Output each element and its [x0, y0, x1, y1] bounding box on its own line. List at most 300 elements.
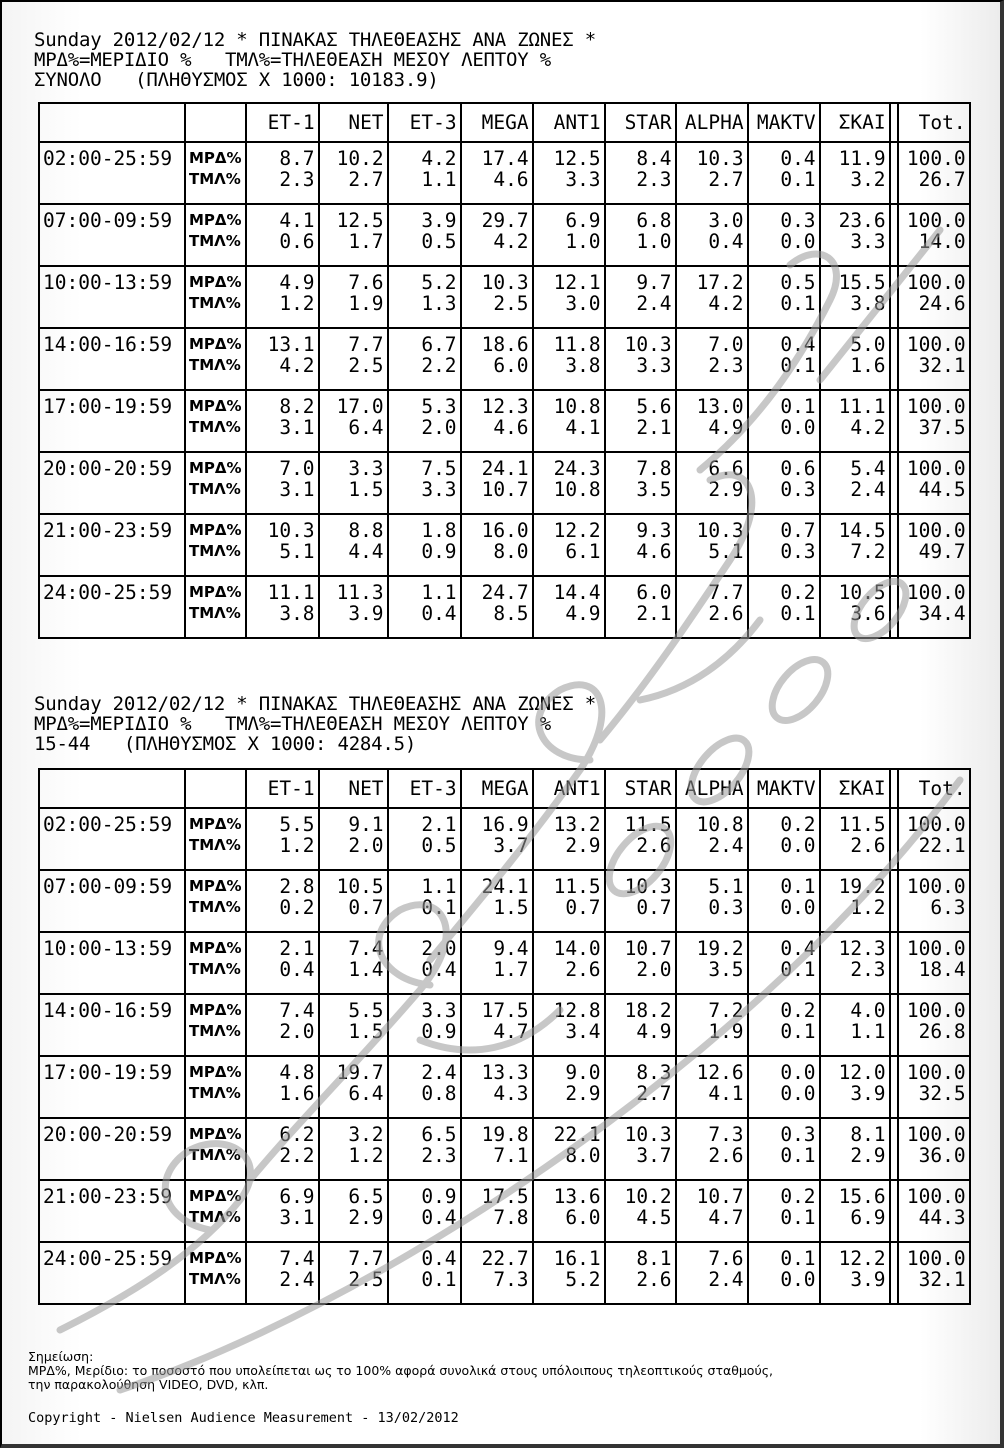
cell-tot [898, 452, 970, 514]
share-value: 0.1 [780, 395, 816, 418]
rating-value: 10.8 [553, 478, 601, 501]
column-gap [890, 932, 898, 994]
cell-skai [820, 266, 890, 328]
rating-value: 3.1 [279, 1206, 315, 1229]
metric-labels [185, 514, 246, 576]
rating-value: 0.3 [708, 896, 744, 919]
header-line-population: ΣΥΝΟΛΟ (ΠΛΗΘΥΣΜΟΣ Χ 1000: 10183.9) [34, 69, 439, 91]
cell-star [605, 870, 676, 932]
cell-skai [820, 204, 890, 266]
metric-label-rating: ΤΜΛ% [189, 604, 241, 622]
rating-value: 0.4 [421, 1206, 457, 1229]
share-value: 8.8 [348, 519, 384, 542]
rating-value: 0.1 [780, 292, 816, 315]
share-value: 11.3 [336, 581, 384, 604]
cell-tot [898, 328, 970, 390]
cell-maktv [748, 514, 820, 576]
cell-tot [898, 932, 970, 994]
column-header-et1: ET-1 [246, 103, 319, 142]
cell-tot [898, 870, 970, 932]
rating-value: 4.6 [493, 168, 529, 191]
cell-net [319, 1056, 388, 1118]
time-period: 17:00-19:59 [39, 1056, 185, 1118]
share-value: 2.1 [279, 937, 315, 960]
share-value: 3.3 [348, 457, 384, 480]
rating-value: 44.3 [918, 1206, 966, 1229]
rating-value: 3.3 [565, 168, 601, 191]
cell-maktv [748, 1056, 820, 1118]
rating-value: 24.6 [918, 292, 966, 315]
rating-value: 3.8 [850, 292, 886, 315]
cell-alpha [676, 1118, 748, 1180]
share-value: 10.5 [336, 875, 384, 898]
share-value: 5.6 [636, 395, 672, 418]
share-value: 5.5 [279, 813, 315, 836]
share-value: 4.1 [279, 209, 315, 232]
cell-star [605, 1242, 676, 1304]
share-value: 100.0 [906, 1123, 966, 1146]
rating-value: 1.1 [850, 1020, 886, 1043]
cell-star [605, 266, 676, 328]
share-value: 7.0 [708, 333, 744, 356]
share-value: 100.0 [906, 1061, 966, 1084]
share-value: 1.8 [421, 519, 457, 542]
column-gap [890, 1056, 898, 1118]
column-gap [890, 266, 898, 328]
cell-mega [461, 994, 533, 1056]
cell-alpha [676, 576, 748, 638]
rating-value: 2.2 [421, 354, 457, 377]
share-value: 3.2 [348, 1123, 384, 1146]
table-row [39, 994, 970, 1056]
rating-value: 4.7 [493, 1020, 529, 1043]
metric-labels [185, 328, 246, 390]
share-value: 24.1 [481, 457, 529, 480]
column-gap [890, 204, 898, 266]
share-value: 1.1 [421, 581, 457, 604]
rating-value: 6.4 [348, 416, 384, 439]
share-value: 18.2 [624, 999, 672, 1022]
rating-value: 2.4 [636, 292, 672, 315]
cell-et1 [246, 870, 319, 932]
metric-labels [185, 576, 246, 638]
cell-mega [461, 1180, 533, 1242]
share-value: 10.3 [624, 1123, 672, 1146]
rating-value: 4.1 [565, 416, 601, 439]
share-value: 100.0 [906, 581, 966, 604]
share-value: 6.6 [708, 457, 744, 480]
header-line-legend: ΜΡΔ%=ΜΕΡΙΔΙΟ % ΤΜΛ%=ΤΗΛΕΘΕΑΣΗ ΜΕΣΟΥ ΛΕΠΤΟΥ % [34, 49, 551, 71]
share-value: 11.1 [838, 395, 886, 418]
share-value: 12.8 [553, 999, 601, 1022]
header-cell-period [39, 103, 185, 142]
cell-et1 [246, 142, 319, 204]
metric-label-rating: ΤΜΛ% [189, 898, 241, 916]
cell-tot [898, 514, 970, 576]
table-row [39, 1180, 970, 1242]
share-value: 13.3 [481, 1061, 529, 1084]
rating-value: 0.4 [421, 602, 457, 625]
time-period: 07:00-09:59 [39, 204, 185, 266]
share-value: 7.3 [708, 1123, 744, 1146]
rating-value: 2.3 [708, 354, 744, 377]
cell-skai [820, 1180, 890, 1242]
share-value: 19.7 [336, 1061, 384, 1084]
metric-label-share: ΜΡΔ% [189, 939, 242, 957]
cell-maktv [748, 328, 820, 390]
share-value: 12.2 [553, 519, 601, 542]
table-row [39, 808, 970, 870]
metric-label-rating: ΤΜΛ% [189, 294, 241, 312]
share-value: 8.1 [850, 1123, 886, 1146]
metric-label-share: ΜΡΔ% [189, 211, 242, 229]
cell-mega [461, 1242, 533, 1304]
header-line-population: 15-44 (ΠΛΗΘΥΣΜΟΣ Χ 1000: 4284.5) [34, 733, 417, 755]
column-gap [890, 103, 898, 142]
metric-label-rating: ΤΜΛ% [189, 480, 241, 498]
cell-et3 [388, 1180, 461, 1242]
cell-mega [461, 390, 533, 452]
metric-label-rating: ΤΜΛ% [189, 836, 241, 854]
rating-value: 2.0 [279, 1020, 315, 1043]
rating-value: 8.5 [493, 602, 529, 625]
column-header-skai: ΣΚΑΙ [820, 769, 890, 808]
header-line-date: Sunday 2012/02/12 * ΠΙΝΑΚΑΣ ΤΗΛΕΘΕΑΣΗΣ ΑΝΑ ΖΩΝΕΣ * [34, 693, 596, 715]
column-header-mega: MEGA [461, 769, 533, 808]
share-value: 8.1 [636, 1247, 672, 1270]
metric-label-share: ΜΡΔ% [189, 1187, 242, 1205]
table-header-row [39, 103, 970, 142]
rating-value: 22.1 [918, 834, 966, 857]
rating-value: 1.2 [279, 834, 315, 857]
cell-skai [820, 142, 890, 204]
rating-value: 1.3 [421, 292, 457, 315]
share-value: 10.2 [336, 147, 384, 170]
column-header-maktv: MAKTV [748, 103, 820, 142]
rating-value: 3.6 [850, 602, 886, 625]
cell-maktv [748, 932, 820, 994]
rating-value: 3.0 [565, 292, 601, 315]
share-value: 0.6 [780, 457, 816, 480]
rating-value: 1.1 [421, 168, 457, 191]
share-value: 18.6 [481, 333, 529, 356]
share-value: 9.3 [636, 519, 672, 542]
share-value: 6.9 [279, 1185, 315, 1208]
cell-net [319, 452, 388, 514]
share-value: 6.5 [421, 1123, 457, 1146]
rating-value: 1.2 [279, 292, 315, 315]
rating-value: 2.5 [348, 354, 384, 377]
share-value: 13.6 [553, 1185, 601, 1208]
share-value: 6.2 [279, 1123, 315, 1146]
cell-alpha [676, 390, 748, 452]
rating-value: 4.3 [493, 1082, 529, 1105]
share-value: 0.0 [780, 1061, 816, 1084]
cell-star [605, 576, 676, 638]
cell-mega [461, 266, 533, 328]
metric-label-share: ΜΡΔ% [189, 397, 242, 415]
rating-value: 26.8 [918, 1020, 966, 1043]
cell-ant1 [533, 452, 605, 514]
table-row [39, 390, 970, 452]
share-value: 100.0 [906, 147, 966, 170]
rating-value: 4.2 [708, 292, 744, 315]
footnote-title: Σημείωση: [28, 1349, 94, 1364]
metric-label-share: ΜΡΔ% [189, 459, 242, 477]
rating-value: 2.6 [636, 834, 672, 857]
rating-value: 1.7 [348, 230, 384, 253]
share-value: 6.7 [421, 333, 457, 356]
cell-net [319, 514, 388, 576]
rating-value: 5.1 [708, 540, 744, 563]
rating-value: 1.5 [348, 478, 384, 501]
rating-value: 3.7 [493, 834, 529, 857]
rating-value: 6.9 [850, 1206, 886, 1229]
share-value: 12.0 [838, 1061, 886, 1084]
share-value: 0.3 [780, 209, 816, 232]
share-value: 3.9 [421, 209, 457, 232]
cell-skai [820, 390, 890, 452]
rating-value: 1.2 [850, 896, 886, 919]
time-period: 07:00-09:59 [39, 870, 185, 932]
share-value: 0.1 [780, 1247, 816, 1270]
cell-alpha [676, 452, 748, 514]
rating-value: 4.2 [493, 230, 529, 253]
rating-value: 2.4 [708, 1268, 744, 1291]
time-period: 10:00-13:59 [39, 932, 185, 994]
rating-value: 7.1 [493, 1144, 529, 1167]
time-period: 02:00-25:59 [39, 808, 185, 870]
share-value: 8.4 [636, 147, 672, 170]
cell-ant1 [533, 870, 605, 932]
cell-skai [820, 576, 890, 638]
cell-et1 [246, 1118, 319, 1180]
column-header-tot: Tot. [898, 769, 970, 808]
share-value: 29.7 [481, 209, 529, 232]
rating-value: 8.0 [565, 1144, 601, 1167]
rating-value: 0.3 [780, 478, 816, 501]
column-header-tot: Tot. [898, 103, 970, 142]
rating-value: 2.9 [348, 1206, 384, 1229]
header-cell-metric [185, 769, 246, 808]
column-gap [890, 142, 898, 204]
column-header-net: NET [319, 769, 388, 808]
share-value: 7.5 [421, 457, 457, 480]
cell-star [605, 808, 676, 870]
rating-value: 4.7 [708, 1206, 744, 1229]
rating-value: 5.1 [279, 540, 315, 563]
share-value: 7.6 [708, 1247, 744, 1270]
rating-value: 0.0 [780, 416, 816, 439]
share-value: 7.8 [636, 457, 672, 480]
column-gap [890, 1180, 898, 1242]
share-value: 10.5 [838, 581, 886, 604]
rating-value: 2.6 [708, 602, 744, 625]
share-value: 22.7 [481, 1247, 529, 1270]
cell-et3 [388, 932, 461, 994]
share-value: 6.5 [348, 1185, 384, 1208]
cell-mega [461, 452, 533, 514]
share-value: 7.4 [279, 1247, 315, 1270]
share-value: 100.0 [906, 1247, 966, 1270]
cell-mega [461, 514, 533, 576]
rating-value: 0.0 [780, 896, 816, 919]
rating-value: 0.1 [780, 1206, 816, 1229]
rating-value: 3.9 [850, 1082, 886, 1105]
cell-skai [820, 514, 890, 576]
cell-et3 [388, 266, 461, 328]
rating-value: 3.9 [348, 602, 384, 625]
column-header-skai: ΣΚΑΙ [820, 103, 890, 142]
rating-value: 3.9 [850, 1268, 886, 1291]
cell-ant1 [533, 1056, 605, 1118]
rating-value: 0.1 [780, 168, 816, 191]
share-value: 15.5 [838, 271, 886, 294]
cell-maktv [748, 870, 820, 932]
time-period: 20:00-20:59 [39, 1118, 185, 1180]
cell-et1 [246, 452, 319, 514]
share-value: 0.5 [780, 271, 816, 294]
column-gap [890, 870, 898, 932]
cell-mega [461, 808, 533, 870]
share-value: 2.1 [421, 813, 457, 836]
rating-value: 2.1 [636, 416, 672, 439]
cell-maktv [748, 452, 820, 514]
cell-skai [820, 1118, 890, 1180]
cell-mega [461, 204, 533, 266]
share-value: 8.2 [279, 395, 315, 418]
share-value: 11.8 [553, 333, 601, 356]
cell-ant1 [533, 390, 605, 452]
rating-value: 4.6 [636, 540, 672, 563]
metric-label-rating: ΤΜΛ% [189, 1022, 241, 1040]
table-row [39, 576, 970, 638]
table-row [39, 328, 970, 390]
share-value: 16.0 [481, 519, 529, 542]
cell-et1 [246, 1180, 319, 1242]
cell-ant1 [533, 576, 605, 638]
cell-et1 [246, 390, 319, 452]
metric-labels [185, 994, 246, 1056]
share-value: 7.4 [348, 937, 384, 960]
cell-star [605, 142, 676, 204]
cell-mega [461, 932, 533, 994]
rating-value: 1.0 [565, 230, 601, 253]
rating-value: 4.2 [850, 416, 886, 439]
rating-value: 2.9 [565, 1082, 601, 1105]
share-value: 13.0 [696, 395, 744, 418]
cell-net [319, 870, 388, 932]
cell-maktv [748, 808, 820, 870]
share-value: 11.5 [624, 813, 672, 836]
share-value: 6.0 [636, 581, 672, 604]
share-value: 9.0 [565, 1061, 601, 1084]
share-value: 0.4 [780, 937, 816, 960]
cell-mega [461, 142, 533, 204]
rating-value: 6.4 [348, 1082, 384, 1105]
share-value: 13.2 [553, 813, 601, 836]
cell-et3 [388, 452, 461, 514]
rating-value: 2.5 [348, 1268, 384, 1291]
cell-et3 [388, 514, 461, 576]
cell-net [319, 204, 388, 266]
share-value: 16.1 [553, 1247, 601, 1270]
share-value: 2.0 [421, 937, 457, 960]
rating-value: 2.6 [565, 958, 601, 981]
cell-alpha [676, 142, 748, 204]
cell-tot [898, 204, 970, 266]
metric-labels [185, 808, 246, 870]
table-row [39, 1056, 970, 1118]
cell-alpha [676, 328, 748, 390]
share-value: 2.8 [279, 875, 315, 898]
share-value: 10.3 [624, 875, 672, 898]
cell-tot [898, 1180, 970, 1242]
column-gap [890, 452, 898, 514]
metric-label-rating: ΤΜΛ% [189, 232, 241, 250]
share-value: 17.2 [696, 271, 744, 294]
share-value: 12.5 [553, 147, 601, 170]
share-value: 100.0 [906, 1185, 966, 1208]
header-cell-period [39, 769, 185, 808]
share-value: 3.0 [708, 209, 744, 232]
share-value: 0.4 [780, 333, 816, 356]
rating-value: 3.5 [636, 478, 672, 501]
share-value: 17.4 [481, 147, 529, 170]
rating-value: 0.5 [421, 230, 457, 253]
share-value: 100.0 [906, 395, 966, 418]
share-value: 100.0 [906, 333, 966, 356]
cell-ant1 [533, 1242, 605, 1304]
share-value: 12.2 [838, 1247, 886, 1270]
rating-value: 1.7 [493, 958, 529, 981]
rating-value: 49.7 [918, 540, 966, 563]
cell-ant1 [533, 266, 605, 328]
metric-label-rating: ΤΜΛ% [189, 356, 241, 374]
rating-value: 0.7 [348, 896, 384, 919]
cell-tot [898, 576, 970, 638]
share-value: 17.5 [481, 1185, 529, 1208]
cell-et3 [388, 576, 461, 638]
rating-value: 2.9 [850, 1144, 886, 1167]
share-value: 19.8 [481, 1123, 529, 1146]
share-value: 4.2 [421, 147, 457, 170]
cell-tot [898, 1118, 970, 1180]
cell-et3 [388, 328, 461, 390]
share-value: 5.5 [348, 999, 384, 1022]
header-line-date: Sunday 2012/02/12 * ΠΙΝΑΚΑΣ ΤΗΛΕΘΕΑΣΗΣ ΑΝΑ ΖΩΝΕΣ * [34, 29, 596, 51]
rating-value: 0.1 [780, 958, 816, 981]
share-value: 7.0 [279, 457, 315, 480]
cell-tot [898, 142, 970, 204]
cell-tot [898, 266, 970, 328]
share-value: 11.1 [267, 581, 315, 604]
cell-maktv [748, 1118, 820, 1180]
share-value: 100.0 [906, 271, 966, 294]
share-value: 24.1 [481, 875, 529, 898]
share-value: 14.0 [553, 937, 601, 960]
table-row [39, 204, 970, 266]
table-row [39, 932, 970, 994]
column-gap [890, 576, 898, 638]
table-row [39, 514, 970, 576]
share-value: 10.7 [696, 1185, 744, 1208]
rating-value: 2.1 [636, 602, 672, 625]
cell-ant1 [533, 994, 605, 1056]
column-gap [890, 769, 898, 808]
cell-net [319, 328, 388, 390]
column-gap [890, 994, 898, 1056]
